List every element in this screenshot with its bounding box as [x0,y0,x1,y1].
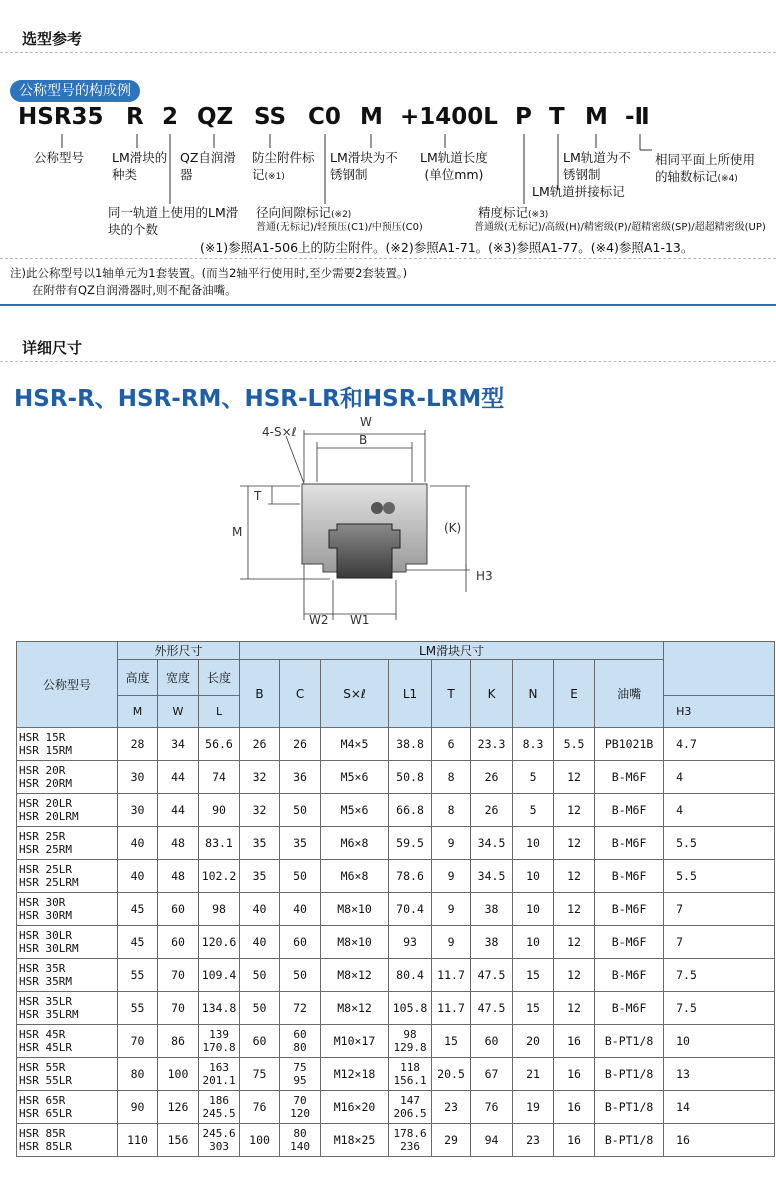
cell-nip: B-PT1/8 [595,1124,664,1157]
dim-label: H3 [476,569,493,583]
dim-label: (K) [444,521,462,535]
cell-nip: B-PT1/8 [595,1025,664,1058]
cell-l: 98 [199,893,240,926]
cell-b: 35 [240,860,280,893]
cell-w: 44 [158,794,199,827]
cell-h3: 4 [664,761,775,794]
table-row [17,992,775,1025]
cell-l1: 80.4 [389,959,432,992]
label-block-ss: LM滑块为不锈钢制 [330,150,398,182]
col-height: 高度 [118,660,158,696]
cell-h3: 4.7 [664,728,775,761]
table-row [17,959,775,992]
col-sym: K [471,660,513,728]
cell-l: 120.6 [199,926,240,959]
cell-k: 38 [471,893,513,926]
model-cell: HSR 25R HSR 25RM [17,827,118,860]
col-sym: S×ℓ [321,660,389,728]
cell-l: 134.8 [199,992,240,1025]
cell-c: 35 [280,827,321,860]
col-sym: N [513,660,554,728]
divider [0,258,776,259]
cell-s: M10×17 [321,1025,389,1058]
cell-m: 55 [118,992,158,1025]
dim-label: W [360,415,372,429]
cell-b: 75 [240,1058,280,1091]
cell-k: 47.5 [471,959,513,992]
reference-line: (※1)参照A1-506上的防尘附件。(※2)参照A1-71。(※3)参照A1-77。(※4)参照A1-13。 [200,240,694,255]
cell-c: 50 [280,860,321,893]
col-length: 长度 [199,660,240,696]
dim-label: W2 [309,613,329,627]
cell-t: 9 [432,827,471,860]
cell-l: 56.6 [199,728,240,761]
cell-e: 16 [554,1058,595,1091]
cell-t: 9 [432,926,471,959]
cell-b: 35 [240,827,280,860]
cell-t: 15 [432,1025,471,1058]
cell-e: 12 [554,893,595,926]
label-clearance: 径向间隙标记(※2) [256,205,352,220]
cell-t: 11.7 [432,992,471,1025]
cell-k: 60 [471,1025,513,1058]
table-row [17,827,775,860]
cell-w: 156 [158,1124,199,1157]
cell-n: 10 [513,860,554,893]
cell-w: 34 [158,728,199,761]
cell-l1: 118 156.1 [389,1058,432,1091]
cell-n: 15 [513,992,554,1025]
cell-n: 20 [513,1025,554,1058]
cell-m: 30 [118,761,158,794]
col-nipple: 油嘴 [595,660,664,728]
cell-e: 12 [554,761,595,794]
cell-b: 76 [240,1091,280,1124]
cell-m: 90 [118,1091,158,1124]
code-part: C0 [308,104,341,130]
label-accuracy: 精度标记(※3) [478,205,549,220]
note-1: 注)此公称型号以1轴单元为1套装置。(而当2轴平行使用时,至少需要2套装置。) [10,266,408,280]
cell-l: 90 [199,794,240,827]
cell-e: 16 [554,1025,595,1058]
cell-s: M4×5 [321,728,389,761]
cell-m: 70 [118,1025,158,1058]
cell-w: 44 [158,761,199,794]
cell-s: M8×12 [321,959,389,992]
cell-nip: B-M6F [595,893,664,926]
model-cell: HSR 65R HSR 65LR [17,1091,118,1124]
cell-n: 23 [513,1124,554,1157]
cell-t: 6 [432,728,471,761]
cell-l: 109.4 [199,959,240,992]
cell-w: 70 [158,959,199,992]
col-sym: C [280,660,321,728]
cell-nip: B-M6F [595,926,664,959]
cell-l1: 50.8 [389,761,432,794]
dim-label: B [359,433,368,447]
cell-m: 40 [118,860,158,893]
cell-w: 70 [158,992,199,1025]
cell-t: 23 [432,1091,471,1124]
cell-s: M18×25 [321,1124,389,1157]
cell-s: M5×6 [321,761,389,794]
cell-e: 16 [554,1091,595,1124]
label-block-type: LM滑块的种类 [112,150,168,182]
cell-l: 83.1 [199,827,240,860]
cell-k: 94 [471,1124,513,1157]
cell-nip: B-PT1/8 [595,1058,664,1091]
cell-m: 45 [118,893,158,926]
dim-label: M [232,525,243,539]
cell-l1: 93 [389,926,432,959]
dim-label: T [254,489,262,503]
cell-l1: 98 129.8 [389,1025,432,1058]
col-h3-blank [664,642,775,696]
cell-m: 110 [118,1124,158,1157]
cell-e: 12 [554,827,595,860]
cell-n: 10 [513,893,554,926]
cell-k: 38 [471,926,513,959]
label-accuracy-options: 普通级(无标记)/高级(H)/精密级(P)/超精密级(SP)/超超精密级(UP) [474,222,766,233]
cell-h3: 4 [664,794,775,827]
cell-m: 28 [118,728,158,761]
cell-s: M8×12 [321,992,389,1025]
table-row [17,761,775,794]
cell-l: 74 [199,761,240,794]
cell-b: 50 [240,959,280,992]
model-cell: HSR 20R HSR 20RM [17,761,118,794]
cell-n: 5 [513,761,554,794]
cell-c: 50 [280,794,321,827]
cell-h3: 16 [664,1124,775,1157]
table-row [17,926,775,959]
cell-s: M12×18 [321,1058,389,1091]
cell-n: 21 [513,1058,554,1091]
cell-nip: B-M6F [595,761,664,794]
cell-h3: 14 [664,1091,775,1124]
cell-k: 26 [471,794,513,827]
code-part: HSR35 [18,104,104,130]
code-part: -Ⅱ [625,104,650,130]
cell-b: 40 [240,893,280,926]
cell-nip: B-PT1/8 [595,1091,664,1124]
table-body [17,728,775,1157]
label-clearance-options: 普通(无标记)/轻预压(C1)/中预压(C0) [256,222,423,233]
cell-k: 76 [471,1091,513,1124]
cell-h3: 5.5 [664,827,775,860]
cell-t: 9 [432,893,471,926]
cell-k: 47.5 [471,992,513,1025]
cell-s: M6×8 [321,860,389,893]
cell-e: 12 [554,959,595,992]
cell-n: 8.3 [513,728,554,761]
table-row [17,1025,775,1058]
code-part: +1400L [400,104,498,130]
model-cell: HSR 35R HSR 35RM [17,959,118,992]
cell-h3: 7 [664,893,775,926]
model-cell: HSR 35LR HSR 35LRM [17,992,118,1025]
cell-t: 20.5 [432,1058,471,1091]
cell-e: 5.5 [554,728,595,761]
cell-l: 163 201.1 [199,1058,240,1091]
code-part: SS [254,104,287,130]
cell-l: 245.6 303 [199,1124,240,1157]
cell-b: 40 [240,926,280,959]
cell-e: 16 [554,1124,595,1157]
table-row [17,1124,775,1157]
model-cell: HSR 15R HSR 15RM [17,728,118,761]
code-part: 2 [162,104,179,130]
model-cell: HSR 30R HSR 30RM [17,893,118,926]
label-qz: QZ自润滑器 [180,150,236,182]
cell-l1: 78.6 [389,860,432,893]
cell-k: 34.5 [471,827,513,860]
cell-nip: B-M6F [595,959,664,992]
col-sym: W [158,696,199,728]
cell-s: M8×10 [321,893,389,926]
cell-n: 5 [513,794,554,827]
cell-h3: 7 [664,926,775,959]
table-row [17,1091,775,1124]
label-rail-length: LM轨道长度 (单位mm) [420,150,488,182]
model-cell: HSR 55R HSR 55LR [17,1058,118,1091]
cell-w: 48 [158,827,199,860]
cell-l1: 105.8 [389,992,432,1025]
cell-nip: B-M6F [595,992,664,1025]
cell-l1: 38.8 [389,728,432,761]
cell-b: 60 [240,1025,280,1058]
cell-c: 80 140 [280,1124,321,1157]
example-pill: 公称型号的构成例 [10,80,140,102]
cell-c: 26 [280,728,321,761]
cell-s: M16×20 [321,1091,389,1124]
label-seal: 防尘附件标记(※1) [252,150,315,182]
cell-k: 26 [471,761,513,794]
cell-l: 102.2 [199,860,240,893]
cell-w: 60 [158,926,199,959]
model-cell: HSR 25LR HSR 25LRM [17,860,118,893]
cell-l1: 70.4 [389,893,432,926]
code-part: T [549,104,565,130]
cell-l: 139 170.8 [199,1025,240,1058]
label-joint: LM轨道拼接标记 [532,184,625,199]
model-cell: HSR 20LR HSR 20LRM [17,794,118,827]
dim-label: 4-S×ℓ [262,425,297,439]
table-row [17,860,775,893]
cell-h3: 10 [664,1025,775,1058]
cell-n: 10 [513,827,554,860]
dimension-table [16,641,775,1157]
cell-t: 8 [432,761,471,794]
cell-w: 48 [158,860,199,893]
cell-t: 11.7 [432,959,471,992]
label-count: 同一轨道上使用的LM滑块的个数 [108,205,239,237]
label-model: 公称型号 [34,150,85,165]
cell-w: 86 [158,1025,199,1058]
cell-n: 19 [513,1091,554,1124]
cell-h3: 7.5 [664,992,775,1025]
cell-t: 29 [432,1124,471,1157]
series-title: HSR-R、HSR-RM、HSR-LR和HSR-LRM型 [14,386,505,412]
cell-b: 32 [240,761,280,794]
cell-c: 60 [280,926,321,959]
cell-e: 12 [554,860,595,893]
cell-t: 8 [432,794,471,827]
cell-b: 32 [240,794,280,827]
cell-c: 75 95 [280,1058,321,1091]
table-row [17,893,775,926]
cell-e: 12 [554,992,595,1025]
cell-c: 70 120 [280,1091,321,1124]
model-cell: HSR 45R HSR 45LR [17,1025,118,1058]
cell-h3: 5.5 [664,860,775,893]
cell-e: 12 [554,926,595,959]
cell-c: 40 [280,893,321,926]
cell-c: 36 [280,761,321,794]
cell-c: 50 [280,959,321,992]
label-axis: 相同平面上所使用的轴数标记(※4) [655,152,756,184]
table-row [17,1058,775,1091]
group-outer-header: 外形尺寸 [118,642,240,660]
cell-m: 80 [118,1058,158,1091]
cell-w: 100 [158,1058,199,1091]
cell-nip: B-M6F [595,794,664,827]
cell-c: 72 [280,992,321,1025]
notes [10,265,407,299]
divider [0,361,776,362]
cell-m: 55 [118,959,158,992]
cell-nip: B-M6F [595,860,664,893]
cell-nip: PB1021B [595,728,664,761]
group-block-header: LM滑块尺寸 [240,642,664,660]
cell-w: 60 [158,893,199,926]
cell-t: 9 [432,860,471,893]
cell-b: 50 [240,992,280,1025]
code-part: P [515,104,532,130]
cell-l: 186 245.5 [199,1091,240,1124]
model-cell: HSR 30LR HSR 30LRM [17,926,118,959]
note-2: 在附带有QZ自润滑器时,则不配备油嘴。 [32,283,237,297]
code-part: R [126,104,144,130]
col-sym: T [432,660,471,728]
cell-l1: 59.5 [389,827,432,860]
cell-l1: 178.6 236 [389,1124,432,1157]
col-sym: B [240,660,280,728]
col-sym: E [554,660,595,728]
cell-w: 126 [158,1091,199,1124]
cell-h3: 13 [664,1058,775,1091]
cell-s: M6×8 [321,827,389,860]
cell-l1: 66.8 [389,794,432,827]
dim-label: W1 [350,613,370,627]
cell-k: 34.5 [471,860,513,893]
cell-b: 100 [240,1124,280,1157]
col-width: 宽度 [158,660,199,696]
cell-nip: B-M6F [595,827,664,860]
cell-m: 45 [118,926,158,959]
cell-k: 23.3 [471,728,513,761]
section-title-selection: 选型参考 [22,30,83,48]
table-row [17,794,775,827]
model-cell: HSR 85R HSR 85LR [17,1124,118,1157]
col-sym: L1 [389,660,432,728]
cell-n: 10 [513,926,554,959]
col-sym: H3 [664,696,775,728]
cell-b: 26 [240,728,280,761]
col-sym: M [118,696,158,728]
code-part: QZ [197,104,234,130]
section-separator [0,304,776,306]
cell-m: 30 [118,794,158,827]
col-sym: L [199,696,240,728]
cell-e: 12 [554,794,595,827]
cell-s: M8×10 [321,926,389,959]
code-part: M [360,104,383,130]
label-rail-ss: LM轨道为不锈钢制 [563,150,631,182]
section-title-detail: 详细尺寸 [22,339,83,357]
cell-m: 40 [118,827,158,860]
table-row [17,728,775,761]
code-part: M [585,104,608,130]
cell-c: 60 80 [280,1025,321,1058]
cell-h3: 7.5 [664,959,775,992]
cell-n: 15 [513,959,554,992]
cell-k: 67 [471,1058,513,1091]
cell-s: M5×6 [321,794,389,827]
cell-l1: 147 206.5 [389,1091,432,1124]
col-model-header: 公称型号 [17,642,118,728]
cross-section-diagram [0,412,776,632]
